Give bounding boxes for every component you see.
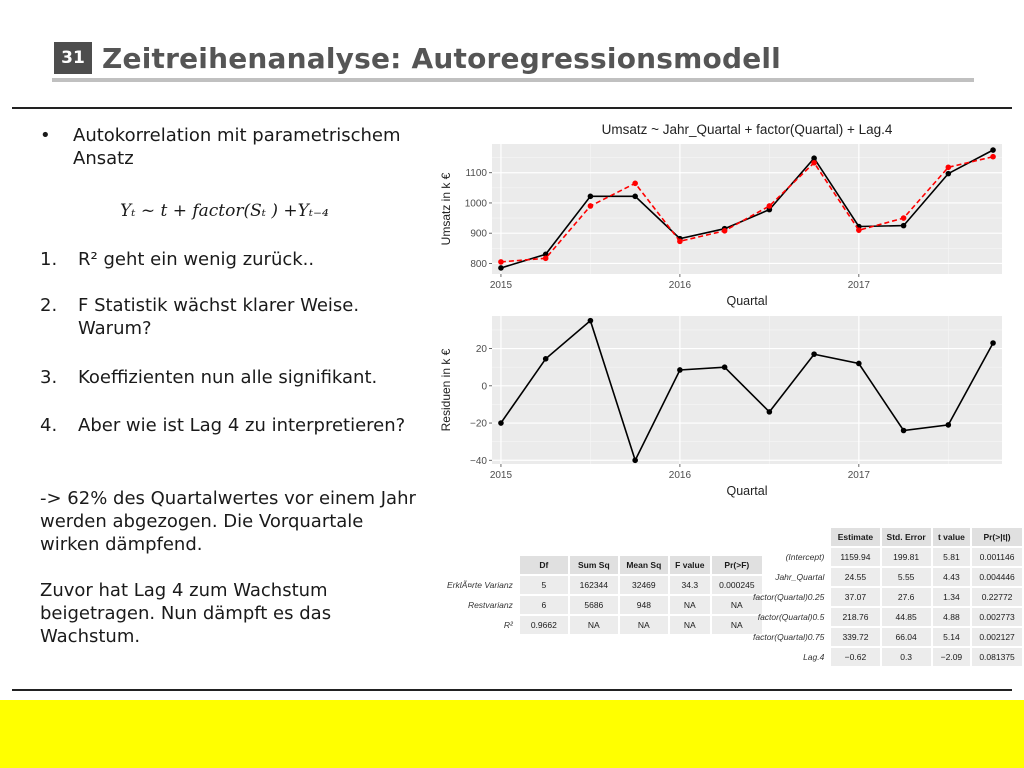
title-bar (52, 36, 974, 84)
table-cell: 4.88 (933, 608, 970, 626)
data-point (498, 265, 504, 271)
umsatz-fit-chart (430, 112, 1016, 308)
column-header: F value (670, 556, 710, 574)
table-row (748, 568, 1022, 586)
x-tick-label: 2017 (847, 280, 870, 291)
data-point (946, 164, 952, 170)
y-tick-label: 900 (470, 228, 487, 240)
x-tick-label: 2016 (668, 470, 692, 481)
table-row (748, 548, 1022, 566)
list-item-text: Aber wie ist Lag 4 zu interpretieren? (78, 415, 406, 436)
y-tick-label: −20 (470, 418, 487, 430)
table-cell: −2.09 (933, 648, 970, 666)
table-cell: 66.04 (882, 628, 931, 646)
coefficients-table (746, 526, 1024, 668)
data-point (811, 160, 817, 166)
table-cell: 0.002773 (972, 608, 1022, 626)
table-cell: 5.81 (933, 548, 970, 566)
data-point (543, 255, 549, 261)
y-tick-label: 1000 (464, 198, 487, 210)
table-cell: NA (712, 616, 762, 634)
x-tick-label: 2015 (489, 280, 513, 291)
data-point (498, 420, 504, 426)
data-point (811, 351, 817, 357)
slide-number: 31 (54, 42, 92, 74)
data-point (543, 356, 549, 362)
table-cell: 44.85 (882, 608, 931, 626)
residuals-chart (430, 308, 1016, 500)
interpretation-paragraph: -> 62% des Quartalwertes vor einem Jahr werden abgezogen. Die Vorquartale wirken dämpfend. (40, 488, 416, 555)
table-cell: NA (670, 616, 710, 634)
data-point (990, 340, 996, 346)
table-row (442, 616, 762, 634)
row-label: ErklÃ¤rte Varianz (447, 580, 513, 590)
data-point (901, 215, 907, 221)
table-cell: 0.001146 (972, 548, 1022, 566)
table-row (442, 596, 762, 614)
bottom-divider (12, 689, 1012, 691)
y-tick-label: 20 (475, 344, 487, 356)
data-point (990, 147, 996, 153)
column-header: Df (520, 556, 568, 574)
table-cell: NA (620, 616, 668, 634)
footer-band (0, 700, 1024, 768)
data-point (677, 239, 683, 245)
list-item-number: 3. (40, 367, 58, 388)
table-cell: 0.004446 (972, 568, 1022, 586)
x-axis-label: Quartal (726, 484, 768, 498)
table-row (748, 608, 1022, 626)
row-label: factor(Quartal)0.75 (753, 632, 825, 642)
row-label: (Intercept) (785, 552, 825, 562)
column-header: Mean Sq (620, 556, 668, 574)
table-cell: 0.9662 (520, 616, 568, 634)
data-point (588, 203, 594, 209)
table-cell: 0.081375 (972, 648, 1022, 666)
bullet-text: Autokorrelation mit parametrischem Ansatz (73, 125, 401, 169)
model-formula: Yₜ ~ t + factor(Sₜ ) +Yₜ₋₄ (120, 201, 329, 221)
table-cell: 34.3 (670, 576, 710, 594)
table-cell: 948 (620, 596, 668, 614)
column-header: Std. Error (882, 528, 931, 546)
data-point (632, 457, 638, 463)
table-cell: NA (570, 616, 618, 634)
y-axis-label: Residuen in k € (439, 348, 453, 432)
table-cell: 5.14 (933, 628, 970, 646)
list-item-text: F Statistik wächst klarer Weise. Warum? (78, 295, 360, 339)
data-point (946, 171, 952, 177)
title-underline (52, 78, 974, 82)
table-cell: 0.000245 (712, 576, 762, 594)
row-label: Jahr_Quartal (775, 572, 825, 582)
table-cell: 1159.94 (831, 548, 879, 566)
data-point (677, 367, 683, 373)
table-cell: 1.34 (933, 588, 970, 606)
column-header (748, 528, 829, 546)
y-tick-label: 0 (481, 381, 487, 393)
table-cell: 27.6 (882, 588, 931, 606)
data-point (632, 194, 638, 200)
list-item-number: 2. (40, 295, 58, 316)
table-cell: NA (670, 596, 710, 614)
data-point (632, 181, 638, 187)
x-tick-label: 2015 (489, 470, 513, 481)
plot-panel (492, 144, 1002, 274)
data-point (901, 223, 907, 229)
table-cell: 339.72 (831, 628, 879, 646)
y-tick-label: 1100 (465, 168, 487, 180)
top-divider (12, 107, 1012, 109)
y-tick-label: 800 (470, 258, 487, 270)
data-point (856, 361, 862, 367)
table-cell: 32469 (620, 576, 668, 594)
data-point (767, 409, 773, 415)
table-row (442, 576, 762, 594)
anova-table (440, 554, 764, 636)
column-header: Estimate (831, 528, 879, 546)
row-label: factor(Quartal)0.5 (757, 612, 825, 622)
table-cell: 0.22772 (972, 588, 1022, 606)
column-header: Sum Sq (570, 556, 618, 574)
data-point (722, 364, 728, 370)
list-item-number: 4. (40, 415, 58, 436)
data-point (498, 259, 504, 265)
table-cell: 5.55 (882, 568, 931, 586)
row-label: Lag.4 (803, 652, 825, 662)
table-cell: 218.76 (831, 608, 879, 626)
list-item-number: 1. (40, 249, 58, 270)
table-cell: 4.43 (933, 568, 970, 586)
data-point (990, 154, 996, 160)
table-header-row (748, 528, 1022, 546)
bullet-symbol: • (40, 125, 51, 146)
slide-title: Zeitreihenanalyse: Autoregressionsmodell (102, 42, 781, 75)
data-point (946, 422, 952, 428)
row-label: R² (503, 620, 513, 630)
data-point (588, 194, 594, 200)
table-cell: 5686 (570, 596, 618, 614)
table-cell: 24.55 (831, 568, 879, 586)
data-point (767, 203, 773, 209)
column-header (442, 556, 518, 574)
data-point (722, 228, 728, 234)
table-cell: 6 (520, 596, 568, 614)
table-cell: 199.81 (882, 548, 931, 566)
column-header: Pr(>|t|) (972, 528, 1022, 546)
x-tick-label: 2017 (847, 470, 870, 481)
table-row (748, 648, 1022, 666)
table-cell: 0.3 (882, 648, 931, 666)
table-cell: 5 (520, 576, 568, 594)
list-item-text: R² geht ein wenig zurück.. (78, 249, 315, 270)
table-row (748, 588, 1022, 606)
data-point (901, 428, 907, 434)
x-tick-label: 2016 (668, 280, 692, 291)
column-header: t value (933, 528, 970, 546)
table-row (748, 628, 1022, 646)
data-point (588, 318, 594, 324)
column-header: Pr(>F) (712, 556, 762, 574)
growth-paragraph: Zuvor hat Lag 4 zum Wachstum beigetragen. Nun dämpft es das Wachstum. (40, 580, 332, 647)
table-cell: 162344 (570, 576, 618, 594)
list-item-text: Koeffizienten nun alle signifikant. (78, 367, 378, 388)
y-axis-label: Umsatz in k € (439, 172, 453, 246)
data-point (856, 227, 862, 233)
table-cell: 37.07 (831, 588, 879, 606)
row-label: Restvarianz (467, 600, 513, 610)
chart-title: Umsatz ~ Jahr_Quartal + factor(Quartal) + Lag.4 (601, 122, 893, 137)
table-cell: NA (712, 596, 762, 614)
y-tick-label: −40 (470, 455, 487, 467)
table-header-row (442, 556, 762, 574)
table-cell: 0.002127 (972, 628, 1022, 646)
x-axis-label: Quartal (726, 294, 768, 308)
table-cell: −0.62 (831, 648, 879, 666)
row-label: factor(Quartal)0.25 (753, 592, 825, 602)
